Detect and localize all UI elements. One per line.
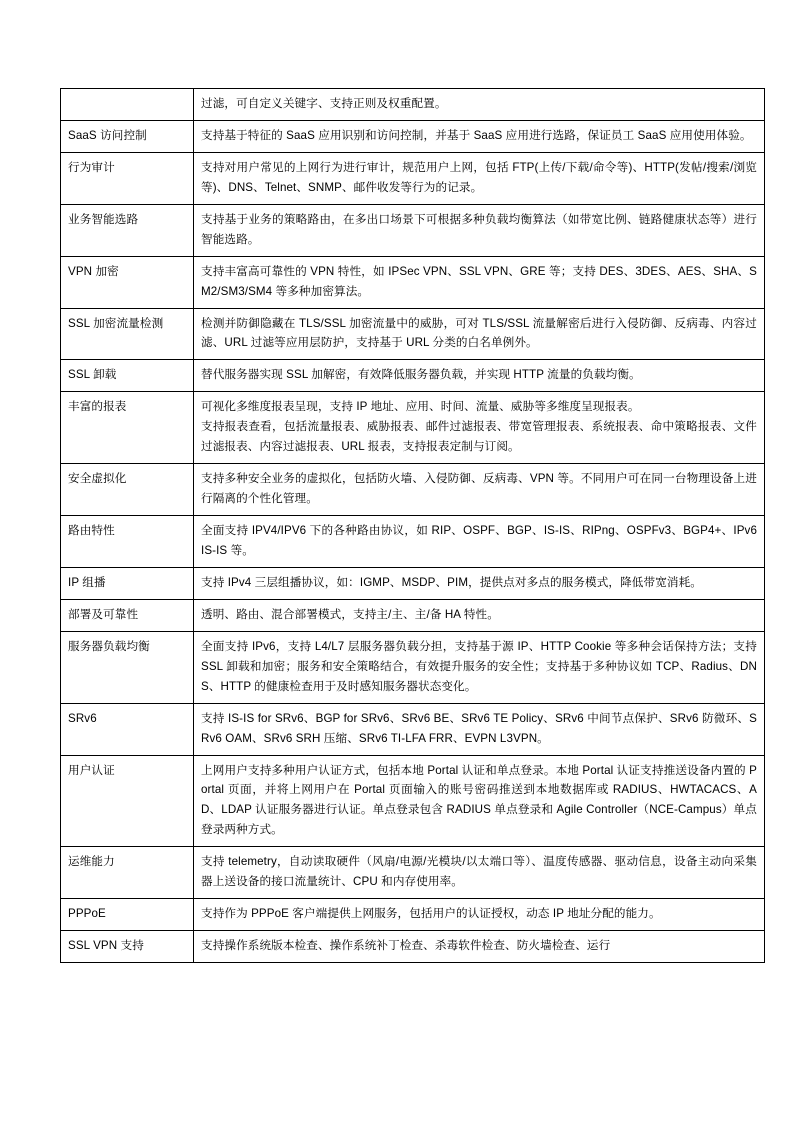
- feature-description: [194, 204, 765, 256]
- description-paragraph: 支持多种安全业务的虚拟化，包括防火墙、入侵防御、反病毒、VPN 等。不同用户可在同一台物理设备上进行隔离的个性化管理。: [201, 472, 757, 506]
- table-body: [61, 89, 765, 963]
- feature-label: PPPoE: [61, 899, 194, 931]
- description-paragraph: 支持丰富高可靠性的 VPN 特性，如 IPSec VPN、SSL VPN、GRE 等；支持 DES、3DES、AES、SHA、SM2/SM3/SM4 等多种加密算法。: [201, 264, 757, 298]
- description-paragraph: 支持报表查看，包括流量报表、威胁报表、邮件过滤报表、带宽管理报表、系统报表、命中策略报表、文件过滤报表、内容过滤报表、URL 报表，支持报表定制与订阅。: [201, 420, 757, 454]
- description-paragraph: 检测并防御隐藏在 TLS/SSL 加密流量中的威胁，可对 TLS/SSL 流量解密后进行入侵防御、反病毒、内容过滤、URL 过滤等应用层防护，支持基于 URL 分类的白名单例外。: [201, 316, 757, 350]
- feature-description: [194, 755, 765, 847]
- table-row: [61, 152, 765, 204]
- feature-label: SSL VPN 支持: [61, 931, 194, 963]
- feature-description: [194, 256, 765, 308]
- table-row: [61, 567, 765, 599]
- table-row: [61, 120, 765, 152]
- table-row: [61, 308, 765, 360]
- table-row: [61, 755, 765, 847]
- feature-label: SRv6: [61, 703, 194, 755]
- table-row: [61, 89, 765, 121]
- specification-table: [60, 88, 765, 963]
- feature-description: [194, 152, 765, 204]
- feature-label: 行为审计: [61, 152, 194, 204]
- description-paragraph: 全面支持 IPv6，支持 L4/L7 层服务器负载分担，支持基于源 IP、HTTP Cookie 等多种会话保持方法；支持 SSL 卸载和加密；服务和安全策略结合，有效提升服务的安全性；支持基于多种协议如 TCP、Radius、DNS、HTTP 的健康检查用于及时感知服务器状态变化。: [201, 639, 757, 693]
- description-paragraph: 透明、路由、混合部署模式，支持主/主、主/备 HA 特性。: [201, 607, 499, 621]
- feature-description: [194, 89, 765, 121]
- feature-label: SSL 加密流量检测: [61, 308, 194, 360]
- feature-label: 路由特性: [61, 516, 194, 568]
- feature-label: 安全虚拟化: [61, 464, 194, 516]
- feature-description: [194, 464, 765, 516]
- table-row: [61, 599, 765, 631]
- table-row: [61, 631, 765, 703]
- feature-label: 部署及可靠性: [61, 599, 194, 631]
- feature-description: [194, 847, 765, 899]
- table-row: [61, 899, 765, 931]
- table-row: [61, 703, 765, 755]
- table-row: [61, 204, 765, 256]
- feature-label: 运维能力: [61, 847, 194, 899]
- feature-description: [194, 899, 765, 931]
- feature-label: 服务器负载均衡: [61, 631, 194, 703]
- feature-label: 用户认证: [61, 755, 194, 847]
- feature-description: [194, 308, 765, 360]
- description-paragraph: 支持基于业务的策略路由，在多出口场景下可根据多种负载均衡算法（如带宽比例、链路健康状态等）进行智能选路。: [201, 212, 757, 246]
- description-paragraph: 支持基于特征的 SaaS 应用识别和访问控制，并基于 SaaS 应用进行选路，保证员工 SaaS 应用使用体验。: [201, 128, 752, 142]
- feature-description: [194, 567, 765, 599]
- table-row: [61, 847, 765, 899]
- feature-description: [194, 931, 765, 963]
- feature-description: [194, 703, 765, 755]
- feature-label: 丰富的报表: [61, 392, 194, 464]
- feature-description: [194, 392, 765, 464]
- table-row: [61, 516, 765, 568]
- table-row: [61, 464, 765, 516]
- description-paragraph: 过滤，可自定义关键字、支持正则及权重配置。: [201, 97, 447, 110]
- description-paragraph: 支持操作系统版本检查、操作系统补丁检查、杀毒软件检查、防火墙检查、运行: [201, 939, 611, 953]
- table-row: [61, 360, 765, 392]
- feature-label: VPN 加密: [61, 256, 194, 308]
- description-paragraph: 支持对用户常见的上网行为进行审计，规范用户上网，包括 FTP(上传/下载/命令等)、HTTP(发帖/搜索/浏览等)、DNS、Telnet、SNMP、邮件收发等行为的记录。: [201, 160, 757, 194]
- table-row: [61, 256, 765, 308]
- feature-label: SSL 卸载: [61, 360, 194, 392]
- description-paragraph: 上网用户支持多种用户认证方式，包括本地 Portal 认证和单点登录。本地 Portal 认证支持推送设备内置的 Portal 页面，并将上网用户在 Portal 页面输入的账号密码推送到本地数据库或 RADIUS、HWTACACS、AD、LDAP 认证服务器进行认证。单点登录包含 RADIUS 单点登录和 Agile Controller（NCE-Campus）单点登录两种方式。: [201, 763, 757, 837]
- feature-description: [194, 516, 765, 568]
- feature-label: 业务智能选路: [61, 204, 194, 256]
- feature-label: IP 组播: [61, 567, 194, 599]
- description-paragraph: 替代服务器实现 SSL 加解密，有效降低服务器负载，并实现 HTTP 流量的负载均衡。: [201, 368, 641, 382]
- description-paragraph: 支持 IPv4 三层组播协议，如：IGMP、MSDP、PIM，提供点对多点的服务模式，降低带宽消耗。: [201, 575, 702, 589]
- description-paragraph: 支持作为 PPPoE 客户端提供上网服务，包括用户的认证授权，动态 IP 地址分配的能力。: [201, 907, 661, 921]
- feature-description: [194, 599, 765, 631]
- feature-description: [194, 360, 765, 392]
- description-paragraph: 支持 IS-IS for SRv6、BGP for SRv6、SRv6 BE、SRv6 TE Policy、SRv6 中间节点保护、SRv6 防微环、SRv6 OAM、SRv6 SRH 压缩、SRv6 TI-LFA FRR、EVPN L3VPN。: [201, 711, 757, 745]
- table-row: [61, 931, 765, 963]
- description-paragraph: 可视化多维度报表呈现，支持 IP 地址、应用、时间、流量、威胁等多维度呈现报表。: [201, 400, 640, 414]
- table-row: [61, 392, 765, 464]
- feature-description: [194, 120, 765, 152]
- feature-label: SaaS 访问控制: [61, 120, 194, 152]
- feature-description: [194, 631, 765, 703]
- feature-label: [61, 89, 194, 121]
- description-paragraph: 全面支持 IPV4/IPV6 下的各种路由协议，如 RIP、OSPF、BGP、IS-IS、RIPng、OSPFv3、BGP4+、IPv6 IS-IS 等。: [201, 524, 757, 558]
- description-paragraph: 支持 telemetry，自动读取硬件（风扇/电源/光模块/以太端口等）、温度传感器、驱动信息，设备主动向采集器上送设备的接口流量统计、CPU 和内存使用率。: [201, 855, 757, 889]
